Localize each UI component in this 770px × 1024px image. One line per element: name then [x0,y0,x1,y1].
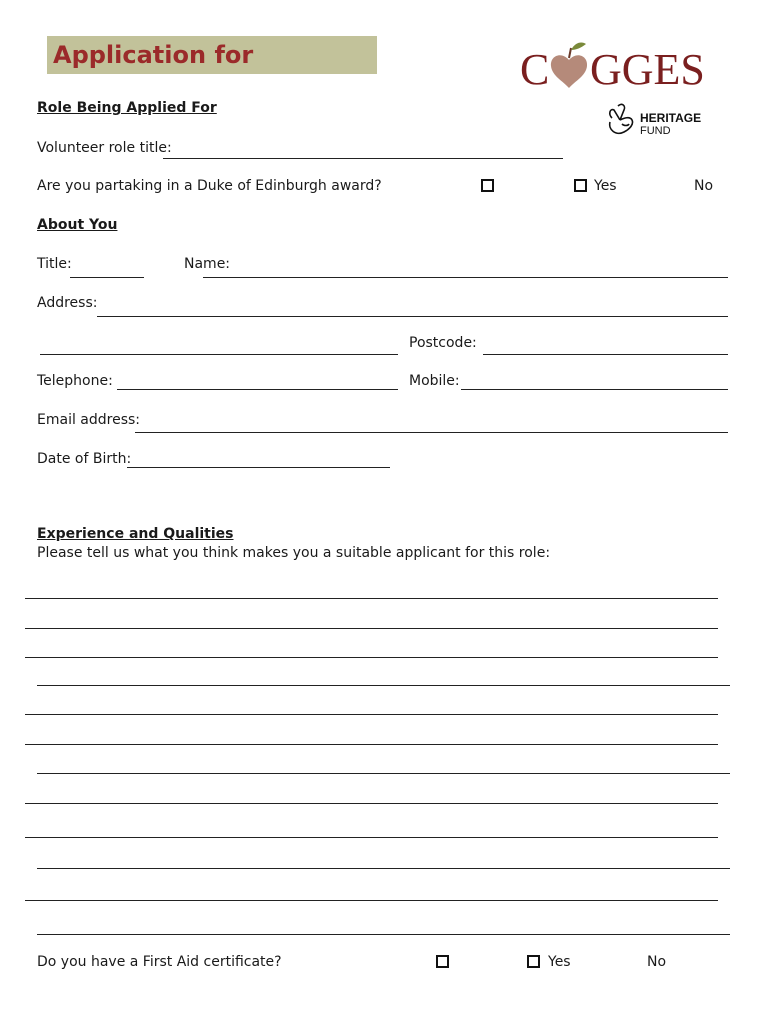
duke-yes-label: Yes [594,178,617,194]
mobile-field[interactable] [461,389,728,390]
experience-answer-line[interactable] [37,868,730,869]
date-of-birth-label: Date of Birth: [37,451,132,467]
name-label: Name: [184,256,231,272]
duke-checkbox-yes[interactable] [481,179,494,192]
first-aid-checkbox-no[interactable] [527,955,540,968]
experience-answer-line[interactable] [25,803,718,804]
first-aid-question: Do you have a First Aid certificate? [37,954,282,970]
volunteer-role-title-field[interactable] [163,158,563,159]
svg-text:C: C [520,45,550,90]
heritage-fund-logo [604,100,724,140]
experience-answer-line[interactable] [25,744,718,745]
volunteer-role-title-label: Volunteer role title: [37,140,172,156]
title-field[interactable] [70,277,144,278]
experience-answer-line[interactable] [25,837,718,838]
experience-prompt: Please tell us what you think makes you a suitable applicant for this role: [37,545,551,561]
postcode-field[interactable] [483,354,728,355]
title-label: Title: [37,256,72,272]
experience-answer-line[interactable] [25,714,718,715]
first-aid-checkbox-yes[interactable] [436,955,449,968]
experience-answer-line[interactable] [25,598,718,599]
first-aid-no-label: No [647,954,667,970]
cogges-logo [520,36,730,90]
experience-answer-line[interactable] [25,657,718,658]
crossed-fingers-icon [610,104,633,133]
name-field[interactable] [203,277,728,278]
form-title: Application for [53,41,254,69]
experience-answer-line[interactable] [37,934,730,935]
svg-text:GGES: GGES [590,45,705,90]
svg-text:FUND: FUND [640,125,671,137]
mobile-label: Mobile: [409,373,460,389]
date-of-birth-field[interactable] [127,467,390,468]
about-you-heading: About You [37,217,118,233]
telephone-label: Telephone: [37,373,113,389]
experience-answer-line[interactable] [37,685,730,686]
experience-answer-line[interactable] [37,773,730,774]
email-address-field[interactable] [135,432,728,433]
telephone-field[interactable] [117,389,398,390]
email-address-label: Email address: [37,412,141,428]
first-aid-yes-label: Yes [548,954,571,970]
apple-heart-icon [551,42,587,88]
address-field-line-1[interactable] [97,316,728,317]
form-title-bar [47,36,377,74]
duke-of-edinburgh-question: Are you partaking in a Duke of Edinburgh award? [37,178,382,194]
postcode-label: Postcode: [409,335,477,351]
address-label: Address: [37,295,98,311]
svg-text:HERITAGE: HERITAGE [640,111,702,125]
duke-checkbox-no[interactable] [574,179,587,192]
experience-answer-line[interactable] [25,900,718,901]
duke-no-label: No [694,178,714,194]
address-field-line-2[interactable] [40,354,398,355]
experience-answer-line[interactable] [25,628,718,629]
experience-heading: Experience and Qualities [37,526,234,542]
role-section-heading: Role Being Applied For [37,100,217,116]
